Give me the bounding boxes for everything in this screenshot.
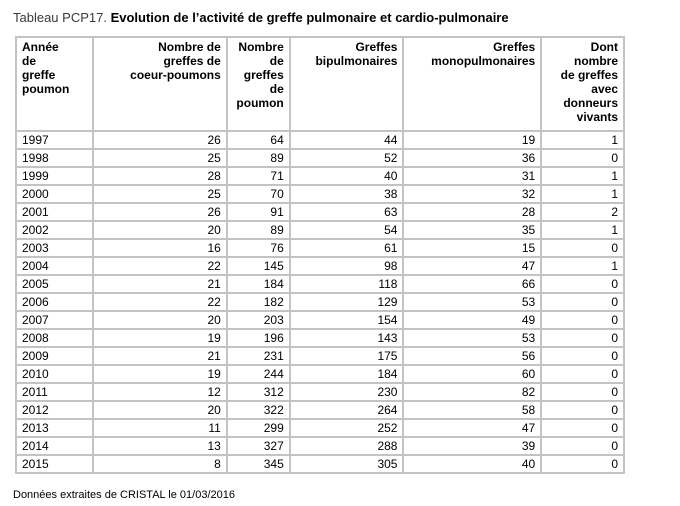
value-cell: 26 xyxy=(93,131,227,149)
value-cell: 305 xyxy=(290,455,404,473)
value-cell: 203 xyxy=(227,311,290,329)
value-cell: 25 xyxy=(93,149,227,167)
table-row xyxy=(16,293,624,311)
value-cell: 58 xyxy=(403,401,541,419)
table-row xyxy=(16,185,624,203)
value-cell: 1 xyxy=(541,221,624,239)
value-cell: 0 xyxy=(541,365,624,383)
value-cell: 35 xyxy=(403,221,541,239)
value-cell: 145 xyxy=(227,257,290,275)
table-row xyxy=(16,329,624,347)
table-code: Tableau PCP17. xyxy=(13,10,107,25)
year-cell: 2005 xyxy=(16,275,93,293)
value-cell: 70 xyxy=(227,185,290,203)
header-line: Greffes xyxy=(493,40,536,54)
table-row xyxy=(16,131,624,149)
value-cell: 60 xyxy=(403,365,541,383)
header-line: greffes de xyxy=(163,54,221,68)
value-cell: 0 xyxy=(541,383,624,401)
year-cell: 2011 xyxy=(16,383,93,401)
value-cell: 154 xyxy=(290,311,404,329)
value-cell: 40 xyxy=(290,167,404,185)
value-cell: 345 xyxy=(227,455,290,473)
table-row xyxy=(16,347,624,365)
header-line: Année xyxy=(22,40,59,54)
value-cell: 11 xyxy=(93,419,227,437)
value-cell: 19 xyxy=(403,131,541,149)
value-cell: 0 xyxy=(541,311,624,329)
lung-total-header xyxy=(227,37,290,131)
header-line: de xyxy=(269,82,284,96)
header-line: Greffes xyxy=(355,40,398,54)
single-lung-header xyxy=(403,37,541,131)
table-row xyxy=(16,365,624,383)
value-cell: 16 xyxy=(93,239,227,257)
value-cell: 15 xyxy=(403,239,541,257)
value-cell: 0 xyxy=(541,419,624,437)
year-cell: 2007 xyxy=(16,311,93,329)
value-cell: 322 xyxy=(227,401,290,419)
year-header xyxy=(16,37,93,131)
value-cell: 252 xyxy=(290,419,404,437)
value-cell: 175 xyxy=(290,347,404,365)
value-cell: 31 xyxy=(403,167,541,185)
header-line: greffes xyxy=(243,68,284,82)
value-cell: 2 xyxy=(541,203,624,221)
table-row xyxy=(16,437,624,455)
value-cell: 40 xyxy=(403,455,541,473)
bilateral-header xyxy=(290,37,404,131)
table-row xyxy=(16,311,624,329)
value-cell: 38 xyxy=(290,185,404,203)
table-row xyxy=(16,149,624,167)
heart-lung-header xyxy=(93,37,227,131)
value-cell: 63 xyxy=(290,203,404,221)
value-cell: 0 xyxy=(541,437,624,455)
data-table xyxy=(15,36,625,474)
value-cell: 1 xyxy=(541,185,624,203)
header-line: coeur-poumons xyxy=(130,68,221,82)
year-cell: 1998 xyxy=(16,149,93,167)
value-cell: 1 xyxy=(541,167,624,185)
value-cell: 56 xyxy=(403,347,541,365)
table-row xyxy=(16,383,624,401)
header-line: monopulmonaires xyxy=(431,54,536,68)
value-cell: 49 xyxy=(403,311,541,329)
value-cell: 264 xyxy=(290,401,404,419)
year-cell: 2015 xyxy=(16,455,93,473)
table-row xyxy=(16,419,624,437)
year-cell: 2012 xyxy=(16,401,93,419)
table-row xyxy=(16,455,624,473)
value-cell: 25 xyxy=(93,185,227,203)
table-title-text: Evolution de l’activité de greffe pulmonaire et cardio-pulmonaire xyxy=(110,10,509,25)
value-cell: 21 xyxy=(93,275,227,293)
value-cell: 19 xyxy=(93,365,227,383)
value-cell: 21 xyxy=(93,347,227,365)
header-line: de xyxy=(22,54,37,68)
value-cell: 143 xyxy=(290,329,404,347)
value-cell: 1 xyxy=(541,257,624,275)
value-cell: 66 xyxy=(403,275,541,293)
value-cell: 89 xyxy=(227,149,290,167)
year-cell: 2004 xyxy=(16,257,93,275)
value-cell: 20 xyxy=(93,221,227,239)
value-cell: 231 xyxy=(227,347,290,365)
header-line: greffe xyxy=(22,68,56,82)
value-cell: 0 xyxy=(541,293,624,311)
header-line: donneurs xyxy=(563,96,618,110)
value-cell: 47 xyxy=(403,257,541,275)
value-cell: 20 xyxy=(93,401,227,419)
table-row xyxy=(16,239,624,257)
value-cell: 64 xyxy=(227,131,290,149)
header-line: de greffes xyxy=(560,68,618,82)
value-cell: 53 xyxy=(403,293,541,311)
source-footnote: Données extraites de CRISTAL le 01/03/2016 xyxy=(13,489,235,501)
table-title xyxy=(13,10,509,25)
value-cell: 82 xyxy=(403,383,541,401)
value-cell: 12 xyxy=(93,383,227,401)
year-cell: 2001 xyxy=(16,203,93,221)
value-cell: 61 xyxy=(290,239,404,257)
value-cell: 91 xyxy=(227,203,290,221)
value-cell: 299 xyxy=(227,419,290,437)
value-cell: 36 xyxy=(403,149,541,167)
value-cell: 26 xyxy=(93,203,227,221)
value-cell: 1 xyxy=(541,131,624,149)
value-cell: 22 xyxy=(93,293,227,311)
value-cell: 53 xyxy=(403,329,541,347)
value-cell: 196 xyxy=(227,329,290,347)
value-cell: 244 xyxy=(227,365,290,383)
value-cell: 0 xyxy=(541,329,624,347)
value-cell: 28 xyxy=(93,167,227,185)
value-cell: 32 xyxy=(403,185,541,203)
value-cell: 230 xyxy=(290,383,404,401)
value-cell: 89 xyxy=(227,221,290,239)
year-cell: 2008 xyxy=(16,329,93,347)
header-line: vivants xyxy=(576,110,618,124)
value-cell: 312 xyxy=(227,383,290,401)
table-row xyxy=(16,401,624,419)
header-line: avec xyxy=(591,82,618,96)
value-cell: 47 xyxy=(403,419,541,437)
header-line: Nombre de xyxy=(158,40,221,54)
value-cell: 98 xyxy=(290,257,404,275)
value-cell: 20 xyxy=(93,311,227,329)
table-row xyxy=(16,275,624,293)
value-cell: 22 xyxy=(93,257,227,275)
value-cell: 76 xyxy=(227,239,290,257)
value-cell: 0 xyxy=(541,149,624,167)
value-cell: 52 xyxy=(290,149,404,167)
value-cell: 19 xyxy=(93,329,227,347)
value-cell: 0 xyxy=(541,401,624,419)
value-cell: 28 xyxy=(403,203,541,221)
header-line: bipulmonaires xyxy=(315,54,398,68)
value-cell: 327 xyxy=(227,437,290,455)
header-line: Dont xyxy=(590,40,618,54)
table-row xyxy=(16,221,624,239)
value-cell: 184 xyxy=(227,275,290,293)
year-cell: 2003 xyxy=(16,239,93,257)
value-cell: 182 xyxy=(227,293,290,311)
year-cell: 1997 xyxy=(16,131,93,149)
table-row xyxy=(16,167,624,185)
table-row xyxy=(16,203,624,221)
year-cell: 2000 xyxy=(16,185,93,203)
header-line: Nombre xyxy=(238,40,284,54)
year-cell: 2009 xyxy=(16,347,93,365)
value-cell: 0 xyxy=(541,239,624,257)
year-cell: 1999 xyxy=(16,167,93,185)
value-cell: 184 xyxy=(290,365,404,383)
value-cell: 39 xyxy=(403,437,541,455)
value-cell: 288 xyxy=(290,437,404,455)
value-cell: 71 xyxy=(227,167,290,185)
living-donor-header xyxy=(541,37,624,131)
year-cell: 2013 xyxy=(16,419,93,437)
year-cell: 2014 xyxy=(16,437,93,455)
value-cell: 0 xyxy=(541,347,624,365)
table-body xyxy=(16,131,624,473)
value-cell: 118 xyxy=(290,275,404,293)
table-header-row xyxy=(16,37,624,131)
year-cell: 2006 xyxy=(16,293,93,311)
header-line: poumon xyxy=(22,82,70,96)
value-cell: 129 xyxy=(290,293,404,311)
value-cell: 13 xyxy=(93,437,227,455)
year-cell: 2002 xyxy=(16,221,93,239)
year-cell: 2010 xyxy=(16,365,93,383)
value-cell: 8 xyxy=(93,455,227,473)
header-line: poumon xyxy=(236,96,284,110)
value-cell: 54 xyxy=(290,221,404,239)
header-line: de xyxy=(269,54,284,68)
value-cell: 0 xyxy=(541,275,624,293)
value-cell: 44 xyxy=(290,131,404,149)
table-row xyxy=(16,257,624,275)
header-line: nombre xyxy=(573,54,618,68)
value-cell: 0 xyxy=(541,455,624,473)
